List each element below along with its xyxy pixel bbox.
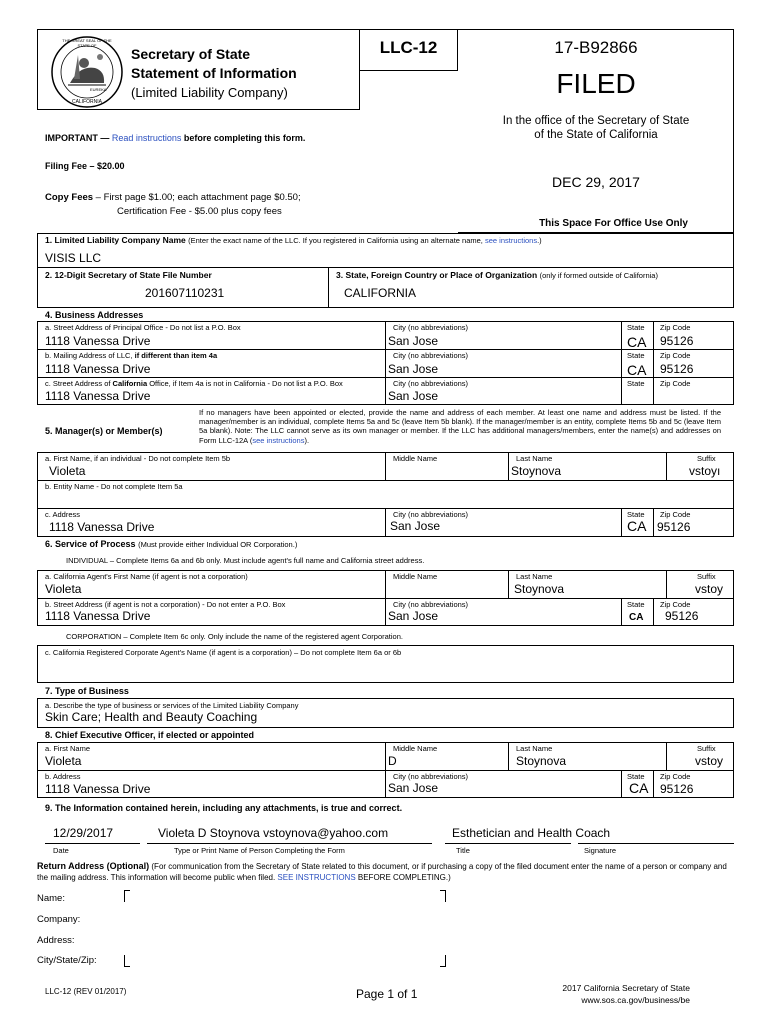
s1-label: 1. Limited Liability Company Name (Enter the exact name of the LLC. If you registered in California using an alternate name, see instructions.) bbox=[45, 235, 542, 245]
s3-label: 3. State, Foreign Country or Place of Organization (only if formed outside of California) bbox=[336, 270, 658, 280]
s8-suffix-label: Suffix bbox=[697, 744, 716, 753]
ceo-state-field[interactable]: CA bbox=[629, 780, 649, 796]
filed-date: DEC 29, 2017 bbox=[552, 174, 640, 190]
seal-text-bottom: CALIFORNIA bbox=[71, 99, 102, 105]
s6-label: 6. Service of Process (Must provide either Individual OR Corporation.) bbox=[45, 539, 298, 549]
s8-label: 8. Chief Executive Officer, if elected or appointed bbox=[45, 730, 255, 740]
form-revision: LLC-12 (REV 01/2017) bbox=[45, 987, 127, 996]
s5b-label: b. Entity Name - Do not complete Item 5a bbox=[45, 482, 183, 491]
s6-col-divider bbox=[653, 598, 654, 626]
read-instructions-link[interactable]: Read instructions bbox=[111, 133, 182, 143]
s8-middle-label: Middle Name bbox=[393, 744, 438, 753]
s4a-label: a. Street Address of Principal Office - Do not list a P.O. Box bbox=[45, 323, 241, 332]
member-suffix-field[interactable]: vstoyı bbox=[689, 464, 721, 478]
title-caption: Title bbox=[456, 846, 470, 855]
s6-last-label: Last Name bbox=[516, 572, 553, 581]
s5-col-divider bbox=[385, 452, 386, 480]
bracket-bottom-left bbox=[124, 955, 130, 967]
return-city-label: City/State/Zip: bbox=[37, 955, 97, 966]
s6-col-divider bbox=[385, 570, 386, 626]
s5-col-divider bbox=[666, 452, 667, 480]
s6-city-label: City (no abbreviations) bbox=[393, 600, 469, 609]
return-address-label: Address: bbox=[37, 935, 75, 946]
s6-middle-label: Middle Name bbox=[393, 572, 438, 581]
file-number-field[interactable]: 201607110231 bbox=[145, 286, 225, 300]
ceo-last-name-field[interactable]: Stoynova bbox=[516, 754, 567, 768]
s5-zip-label: Zip Code bbox=[660, 510, 691, 519]
member-state-field[interactable]: CA bbox=[627, 518, 647, 534]
sig-line bbox=[445, 843, 571, 844]
s4-col-divider bbox=[385, 321, 386, 405]
mailing-zip-field[interactable]: 95126 bbox=[660, 362, 694, 376]
s5-suffix-label: Suffix bbox=[697, 454, 716, 463]
s5-last-label: Last Name bbox=[516, 454, 553, 463]
s9-label: 9. The Information contained herein, including any attachments, is true and correct. bbox=[45, 803, 403, 813]
divider-s1 bbox=[37, 267, 734, 268]
agent-state-field[interactable]: CA bbox=[629, 612, 644, 623]
s4c-label: c. Street Address of California Office, if Item 4a is not in California - Do not list a P.O. Box bbox=[45, 379, 343, 388]
s4b-label: b. Mailing Address of LLC, if different than item 4a bbox=[45, 351, 218, 360]
title-subtitle: (Limited Liability Company) bbox=[131, 85, 288, 100]
signer-name-field[interactable]: Violeta D Stoynova vstoynova@yahoo.com bbox=[158, 826, 389, 840]
date-caption: Date bbox=[53, 846, 69, 855]
form-code: LLC-12 bbox=[379, 38, 438, 57]
s7-label: 7. Type of Business bbox=[45, 686, 129, 696]
member-first-name-field[interactable]: Violeta bbox=[49, 464, 86, 478]
s6a-label: a. California Agent's First Name (if agent is not a corporation) bbox=[45, 572, 248, 581]
agent-last-name-field[interactable]: Stoynova bbox=[514, 582, 565, 596]
s4-state-label: State bbox=[627, 323, 645, 332]
s4-col-divider bbox=[621, 321, 622, 405]
ceo-city-field[interactable]: San Jose bbox=[388, 781, 439, 795]
bracket-bottom-right bbox=[440, 955, 446, 967]
s5-label: 5. Manager(s) or Member(s) bbox=[45, 426, 163, 436]
s5a-label: a. First Name, if an individual - Do not complete Item 5b bbox=[45, 454, 231, 463]
s6b-label: b. Street Address (if agent is not a corporation) - Do not enter a P.O. Box bbox=[45, 600, 286, 609]
mailing-street-field[interactable]: 1118 Vanessa Drive bbox=[45, 362, 151, 376]
return-address-field[interactable] bbox=[125, 890, 447, 970]
certification-fee: Certification Fee - $5.00 plus copy fees bbox=[117, 206, 282, 217]
member-city-field[interactable]: San Jose bbox=[390, 519, 441, 533]
state-seal bbox=[50, 35, 124, 109]
s6c-label: c. California Registered Corporate Agent's Name (if agent is a corporation) – Do not complete Item 6a or 6b bbox=[45, 648, 402, 657]
sig-line bbox=[578, 843, 734, 844]
s8-col-divider bbox=[621, 770, 622, 798]
s5-state-label: State bbox=[627, 510, 645, 519]
s4-state-label: State bbox=[627, 351, 645, 360]
s6-col-divider bbox=[508, 570, 509, 598]
s4-label: 4. Business Addresses bbox=[45, 310, 144, 320]
agent-zip-field[interactable]: 95126 bbox=[665, 609, 699, 623]
s8-state-label: State bbox=[627, 772, 645, 781]
s5c-label: c. Address bbox=[45, 510, 81, 519]
mailing-city-field[interactable]: San Jose bbox=[388, 362, 439, 376]
s6-col-divider bbox=[621, 598, 622, 626]
s5-instructions-link[interactable]: see instructions bbox=[252, 435, 305, 445]
seal-motto: EUREKA bbox=[90, 87, 107, 92]
s6-col-divider bbox=[666, 570, 667, 598]
divider-s2-s3 bbox=[328, 267, 329, 308]
s6-state-label: State bbox=[627, 600, 645, 609]
signature-caption: Signature bbox=[584, 846, 617, 855]
filed-stamp: FILED bbox=[556, 68, 636, 99]
seal-text-top: THE GREAT SEAL OF THE STATE OF bbox=[62, 38, 112, 48]
s4-zip-label: Zip Code bbox=[660, 351, 691, 360]
agent-suffix-field[interactable]: vstoy bbox=[695, 582, 724, 596]
bracket-top-left bbox=[124, 890, 130, 902]
ca-office-street-field[interactable]: 1118 Vanessa Drive bbox=[45, 389, 151, 403]
office-line1: In the office of the Secretary of State bbox=[502, 115, 690, 127]
sig-line bbox=[147, 843, 432, 844]
s6-zip-label: Zip Code bbox=[660, 600, 691, 609]
signature-date-field[interactable]: 12/29/2017 bbox=[53, 826, 114, 840]
footer-url: www.sos.ca.gov/business/be bbox=[581, 995, 690, 1005]
ceo-street-field[interactable]: 1118 Vanessa Drive bbox=[45, 782, 151, 796]
s8b-label: b. Address bbox=[45, 772, 81, 781]
s4-city-label: City (no abbreviations) bbox=[393, 323, 469, 332]
s4-col-divider bbox=[653, 321, 654, 405]
s4-zip-label: Zip Code bbox=[660, 323, 691, 332]
place-of-organization-field[interactable]: CALIFORNIA bbox=[344, 286, 417, 300]
llc-name-field[interactable]: VISIS LLC bbox=[45, 251, 102, 265]
return-company-label: Company: bbox=[37, 914, 81, 925]
s4-state-label: State bbox=[627, 379, 645, 388]
ceo-middle-name-field[interactable]: D bbox=[388, 754, 397, 768]
office-line2: of the State of California bbox=[534, 129, 658, 141]
agent-city-field[interactable]: San Jose bbox=[388, 609, 439, 623]
bracket-top-right bbox=[440, 890, 446, 902]
s5-row-divider bbox=[37, 480, 734, 481]
footer-copyright: 2017 California Secretary of State bbox=[562, 983, 690, 993]
file-number: 17-B92866 bbox=[554, 38, 638, 57]
s8-last-label: Last Name bbox=[516, 744, 553, 753]
filing-fee: Filing Fee – $20.00 bbox=[45, 161, 125, 171]
s8-col-divider bbox=[653, 770, 654, 798]
s4-city-label: City (no abbreviations) bbox=[393, 351, 469, 360]
title-line2: Statement of Information bbox=[131, 65, 297, 81]
principal-zip-field[interactable]: 95126 bbox=[660, 334, 694, 348]
s2-label: 2. 12-Digit Secretary of State File Number bbox=[45, 270, 212, 280]
s4-zip-label: Zip Code bbox=[660, 379, 691, 388]
page-number: Page 1 of 1 bbox=[356, 987, 418, 1001]
s6-suffix-label: Suffix bbox=[697, 572, 716, 581]
mailing-state-field[interactable]: CA bbox=[627, 362, 647, 378]
s1-instructions-link[interactable]: see instructions bbox=[484, 236, 538, 245]
s5-middle-label: Middle Name bbox=[393, 454, 438, 463]
s6-corporation-note: CORPORATION – Complete Item 6c only. Only include the name of the registered agent Corporation. bbox=[66, 632, 403, 641]
member-last-name-field[interactable]: Stoynova bbox=[511, 464, 562, 478]
copy-fees: Copy Fees – First page $1.00; each attachment page $0.50; bbox=[45, 192, 301, 203]
member-street-field[interactable]: 1118 Vanessa Drive bbox=[49, 520, 155, 534]
s5-instructions: If no managers have been appointed or elected, provide the name and address of each member. At least one name and address must be listed. If the manager/member is an individual, complete Items 5a and 5c (leave Item 5b blank). If the manager/member is an entity, complete Items 5b and 5c (leave Item 5a blank). Note: The LLC cannot serve as its own manager or member. If the LLC has additional managers/members, enter the name(s) and addresses on Form LLC-12A (see instructions). bbox=[199, 408, 721, 445]
name-caption: Type or Print Name of Person Completing the Form bbox=[174, 846, 345, 855]
s5-city-label: City (no abbreviations) bbox=[393, 510, 469, 519]
s8-zip-label: Zip Code bbox=[660, 772, 691, 781]
ceo-zip-field[interactable]: 95126 bbox=[660, 782, 694, 796]
s5-col-divider bbox=[621, 508, 622, 537]
s5-col-divider bbox=[508, 452, 509, 480]
return-instructions-link[interactable]: SEE INSTRUCTIONS bbox=[277, 873, 356, 882]
office-use-label: This Space For Office Use Only bbox=[539, 218, 688, 229]
ceo-first-name-field[interactable]: Violeta bbox=[45, 754, 82, 768]
important-note: IMPORTANT — Read instructions before completing this form. bbox=[45, 133, 306, 143]
ca-office-city-field[interactable]: San Jose bbox=[388, 389, 439, 403]
title-line1: Secretary of State bbox=[131, 46, 251, 62]
s6-individual-note: INDIVIDUAL – Complete Items 6a and 6b only. Must include agent's full name and California street address. bbox=[66, 556, 425, 565]
principal-state-field[interactable]: CA bbox=[627, 334, 647, 350]
s8-col-divider bbox=[666, 742, 667, 770]
signer-title-field[interactable]: Esthetician and Health Coach bbox=[452, 826, 611, 840]
s4-city-label: City (no abbreviations) bbox=[393, 379, 469, 388]
principal-street-field[interactable]: 1118 Vanessa Drive bbox=[45, 334, 151, 348]
s5-col-divider bbox=[385, 508, 386, 537]
sig-line bbox=[45, 843, 140, 844]
s8a-label: a. First Name bbox=[45, 744, 91, 753]
agent-first-name-field[interactable]: Violeta bbox=[45, 582, 82, 596]
s7a-label: a. Describe the type of business or services of the Limited Liability Company bbox=[45, 701, 299, 710]
s8-col-divider bbox=[508, 742, 509, 770]
business-type-field[interactable]: Skin Care; Health and Beauty Coaching bbox=[45, 710, 258, 724]
s8-col-divider bbox=[385, 742, 386, 798]
return-name-label: Name: bbox=[37, 893, 65, 904]
s8-city-label: City (no abbreviations) bbox=[393, 772, 469, 781]
principal-city-field[interactable]: San Jose bbox=[388, 334, 439, 348]
agent-street-field[interactable]: 1118 Vanessa Drive bbox=[45, 609, 151, 623]
member-zip-field[interactable]: 95126 bbox=[657, 520, 691, 534]
ceo-suffix-field[interactable]: vstoy bbox=[695, 754, 724, 768]
s5-col-divider bbox=[653, 508, 654, 537]
return-address-note: Return Address (Optional) (For communication from the Secretary of State related to this document, or if purchasing a copy of the filed document enter the name of a person or company and the mailing address. This information will become public when filed. SEE INSTRUCTIONS BEFORE COMPLETING.) bbox=[37, 861, 727, 882]
